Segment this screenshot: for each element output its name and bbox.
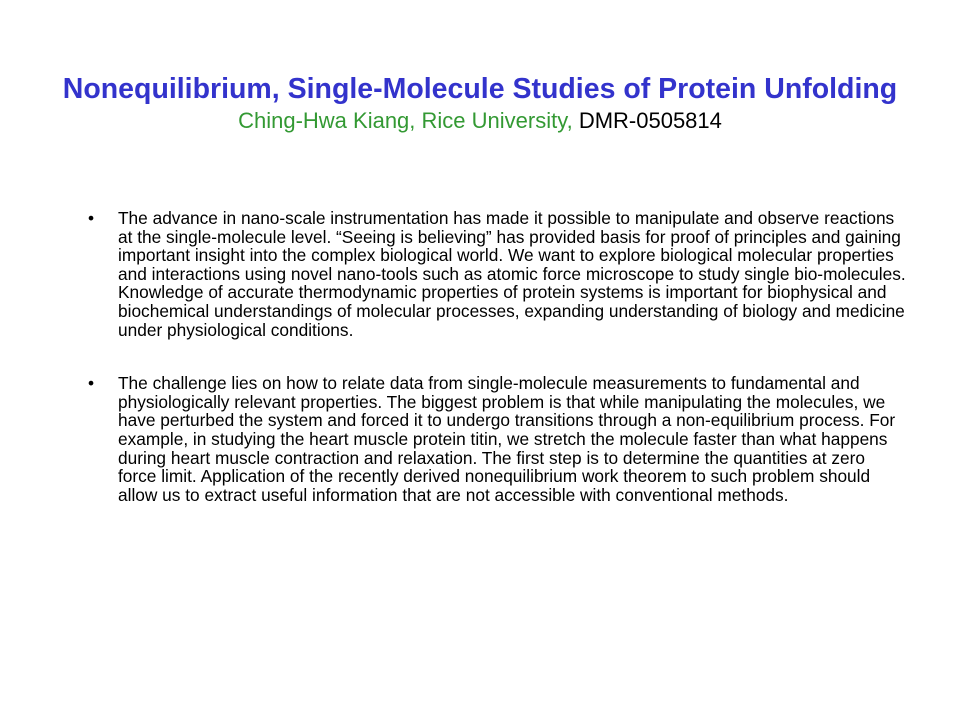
grant-number: DMR-0505814	[578, 108, 722, 133]
title-block	[60, 72, 900, 136]
bullet-text: The advance in nano-scale instrumentation has made it possible to manipulate and observe reactions at the single-molecule level. “Seeing is believing” has provided basis for proof of principles and gaining important insight into the complex biological world. We want to explore biological molecular properties and interactions using novel nano-tools such as atomic force microscope to study single bio-molecules. Knowledge of accurate thermodynamic properties of protein systems is important for biophysical and biochemical understandings of molecular processes, expanding understanding of biology and medicine under physiological conditions.	[118, 208, 906, 340]
bullet-item-advance	[88, 209, 908, 339]
byline	[60, 106, 900, 136]
slide-title: Nonequilibrium, Single-Molecule Studies of Protein Unfolding	[62, 73, 898, 105]
author-affiliation: Ching-Hwa Kiang, Rice University,	[238, 108, 579, 133]
bullet-item-challenge	[88, 374, 908, 504]
bullet-icon: •	[88, 208, 95, 228]
bullet-icon: •	[88, 373, 95, 394]
bullet-list	[88, 209, 908, 504]
bullet-text: The challenge lies on how to relate data from single-molecule measurements to fundamental and physiologically relevant properties. The biggest problem is that while manipulating the molecules, we have perturbed the system and forced it to undergo transitions through a non-equilibrium process. For example, in studying the heart muscle protein titin, we stretch the molecule faster than what happens during heart muscle contraction and relaxation. The first step is to determine the quantities at zero force limit. Application of the recently derived nonequilibrium work theorem to such problem should allow us to extract useful information that are not accessible with conventional methods.	[118, 373, 896, 505]
